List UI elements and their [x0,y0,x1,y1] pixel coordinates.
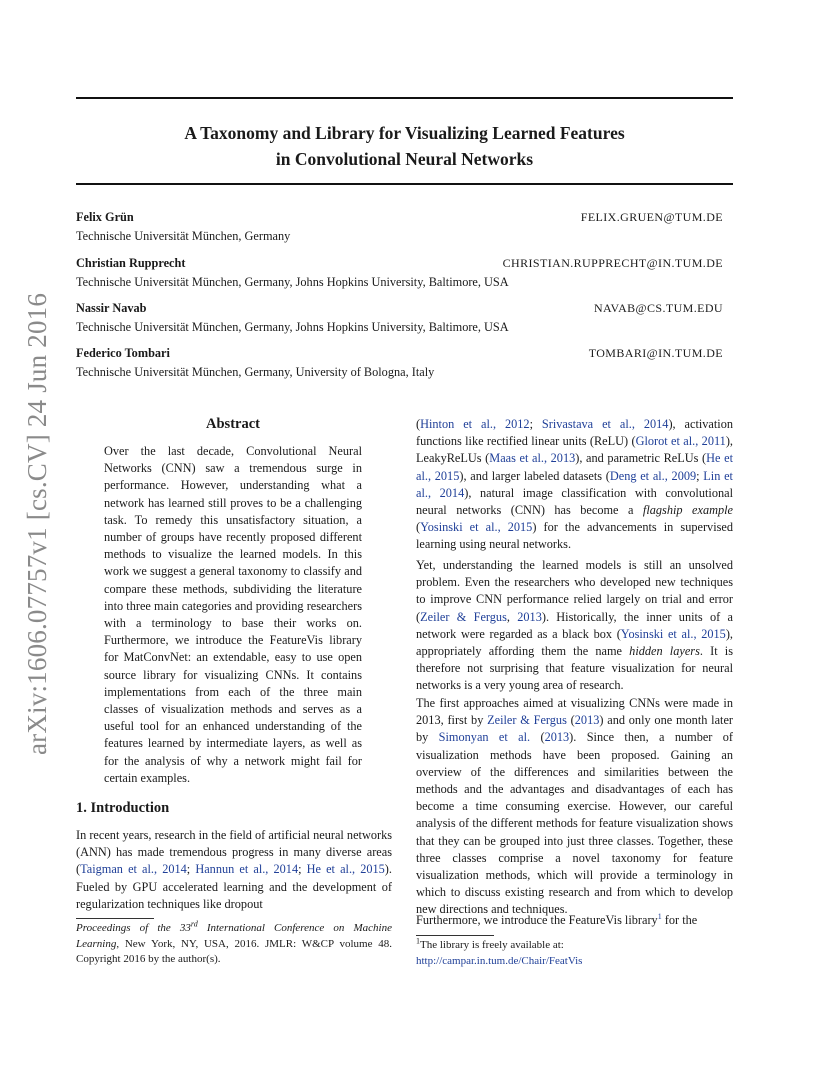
section-heading-introduction: 1. Introduction [76,800,170,816]
citation-link[interactable]: Yosinski et al., 2015 [420,520,533,535]
intro-paragraph: (Hinton et al., 2012; Srivastava et al., 2014), activation functions like rectified linear units (ReLU) (Glorot et al., 2011), LeakyReLUs (Maas et al., 2013), and parametric ReLUs (He et al., 2015), and larger labeled datasets (Deng et al., 2009; Lin et al., 2014), natural image classification with convolutional neural networks (CNN) has become a flagship example (Yosinski et al., 2015) for the advancements in supervised learning using neural networks. [416,417,734,552]
citation-link[interactable]: Lin et al., 2014 [416,468,733,500]
citation-link[interactable]: He et al., 2015 [416,451,733,483]
intro-paragraph: The first approaches aimed at visualizing CNNs were made in 2013, first by Zeiler & Fergus (2013) and only one month later by Simonyan et al. (2013). Since then, a number of visualization methods have been proposed. Gaining an overview of the differences and similarities between the methods and the advantages and disadvantages of each has become a time consuming exercise. However, our careful analysis of the different methods for feature visualization shows that they can be grouped into just three classes. Together, these three classes comprise a novel taxonomy for feature visualization methods, which will provide a terminology in which to discuss existing research and from which to develop new directions and techniques. [416,696,734,917]
arxiv-identifier: arXiv:1606.07757v1 [cs.CV] 24 Jun 2016 [22,292,52,755]
emphasis-text: hidden layers [629,644,700,659]
author-block [76,346,733,379]
library-url-link[interactable]: http://campar.in.tum.de/Chair/FeatVis [416,954,583,967]
abstract-heading: Abstract [206,416,260,432]
title-line-1: A Taxonomy and Library for Visualizing Learned Features [184,123,625,143]
intro-paragraph: Yet, understanding the learned models is still an unsolved problem. Even the researchers who developed new techniques to improve CNN performance relied largely on trial and error (Zeiler & Fergus, 2013). Historically, the inner units of a network were regarded as a black box (Yosinski et al., 2015), appropriately affording them the name hidden layers. It is therefore not surprising that feature visualization for neural networks is a very young area of research. [416,558,733,693]
author-block [76,256,733,289]
citation-link[interactable]: He et al., 2015 [306,862,385,877]
abstract-text: Over the last decade, Convolutional Neural Networks (CNN) saw a tremendous surge in performance. However, understanding what a network has learned still proves to be a challenging task. To remedy this unsatisfactory situation, a number of groups have recently proposed different methods to visualize the learned models. In this work we suggest a general taxonomy to classify and compare these methods, subdividing the literature into three main categories and providing researchers with a terminology to base their works on. Furthermore, we introduce the FeatureVis library for MatConvNet: an extendable, easy to use open source library for visualizing CNNs. It contains implementations from each of the three main classes of visualization methods and serves as a useful tool for an enhanced understanding of the features learned by intermediate layers, as well as for the analysis of why a network might fail for certain examples. [104,444,362,785]
intro-paragraph: Furthermore, we introduce the FeatureVis library$^1$ for the [416,911,698,927]
citation-link[interactable]: 2013 [517,609,542,624]
proceedings-footnote: Proceedings of the 33rd International Conference on Machine Learning, New York, NY, USA, 2016. JMLR: W&CP volume 48. Copyright 2016 by the author(s). [76,919,392,965]
citation-link[interactable]: 2013 [574,713,600,728]
footnote-rule [76,918,154,919]
paper-title [76,120,733,172]
citation-link[interactable]: Glorot et al., 2011 [635,434,726,449]
author-name: Christian Rupprecht [76,256,186,270]
author-name: Federico Tombari [76,346,170,360]
citation-link[interactable]: Srivastava et al., 2014 [541,417,669,431]
author-affiliation: Technische Universität München, Germany, University of Bologna, Italy [76,365,435,379]
author-name: Nassir Navab [76,301,147,315]
citation-link[interactable]: Simonyan et al. [438,730,531,745]
footnote-marker[interactable]: 1 [657,911,662,921]
intro-paragraph: In recent years, research in the field of artificial neural networks (ANN) has made tremendous progress in many diverse areas (Taigman et al., 2014; Hannun et al., 2014; He et al., 2015). Fueled by GPU accelerated learning and the development of regularization techniques like dropout [76,828,392,911]
author-affiliation: Technische Universität München, Germany, Johns Hopkins University, Baltimore, USA [76,320,509,334]
citation-link[interactable]: Zeiler & Fergus [420,609,507,624]
author-affiliation: Technische Universität München, Germany [76,229,291,243]
author-email[interactable]: CHRISTIAN.RUPPRECHT@IN.TUM.DE [502,256,723,270]
citation-link[interactable]: Taigman et al., 2014 [80,862,187,877]
title-rule-bottom [76,183,733,185]
author-block [76,210,733,243]
author-block [76,301,733,334]
citation-link[interactable]: Maas et al., 2013 [489,451,576,466]
citation-link[interactable]: Deng et al., 2009 [609,468,697,483]
emphasis-text: flagship example [642,503,733,518]
author-email[interactable]: FELIX.GRUEN@TUM.DE [580,210,723,224]
library-footnote: $^1$The library is freely available at: http://campar.in.tum.de/Chair/FeatVis [416,936,583,967]
author-email[interactable]: NAVAB@CS.TUM.EDU [593,301,723,315]
title-line-2: in Convolutional Neural Networks [275,149,534,169]
author-affiliation: Technische Universität München, Germany, Johns Hopkins University, Baltimore, USA [76,275,509,289]
footnote-rule [416,935,494,936]
author-email[interactable]: TOMBARI@IN.TUM.DE [588,346,723,360]
citation-link[interactable]: Zeiler & Fergus [487,713,567,728]
citation-link[interactable]: Hinton et al., 2012 [420,417,530,431]
citation-link[interactable]: Hannun et al., 2014 [195,862,299,877]
title-rule-top [76,97,733,99]
author-name: Felix Grün [76,210,134,224]
citation-link[interactable]: 2013 [544,730,570,745]
citation-link[interactable]: Yosinski et al., 2015 [620,626,726,641]
